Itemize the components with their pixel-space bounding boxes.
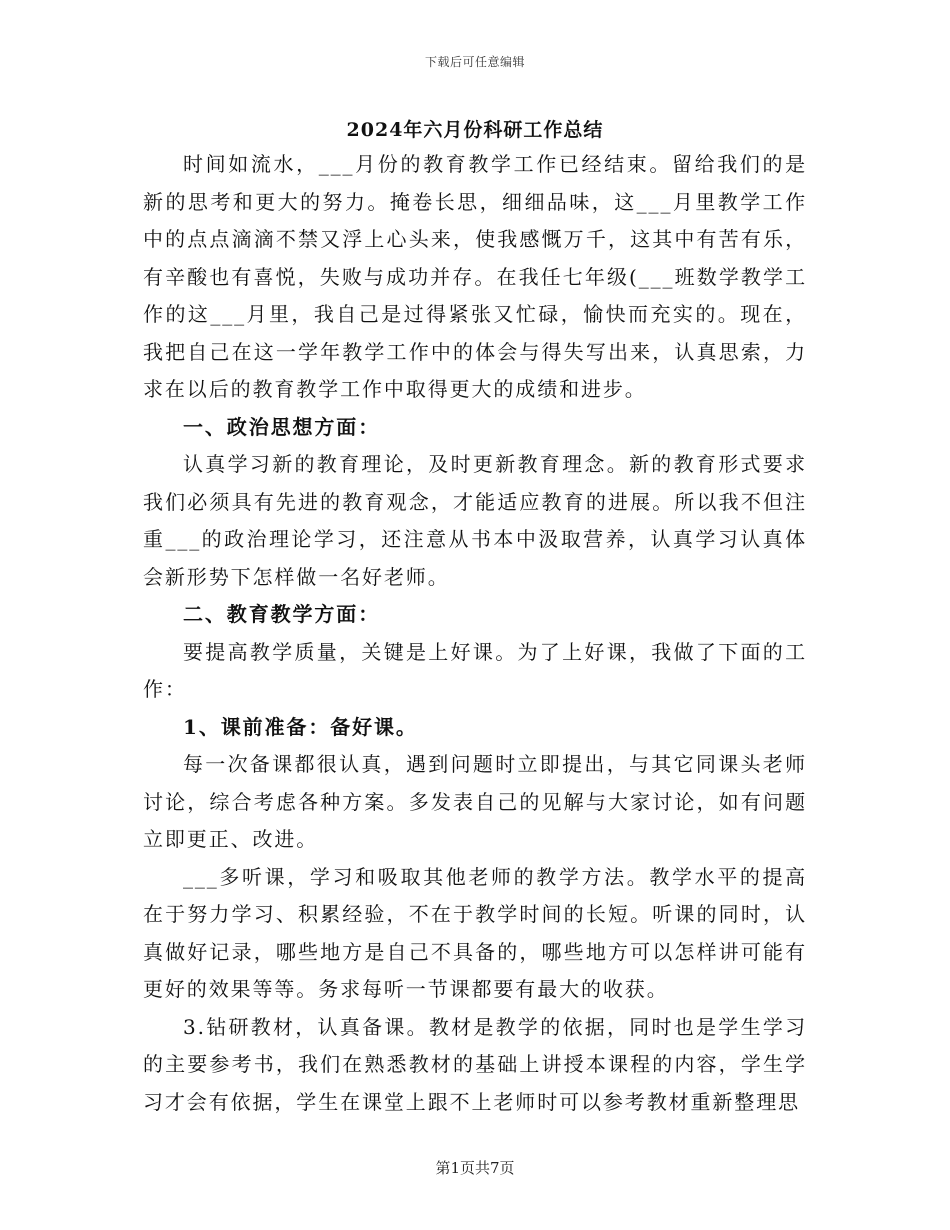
politics-paragraph: 认真学习新的教育理论，及时更新教育理念。新的教育形式要求我们必须具有先进的教育观念，才能适应教育的进展。所以我不但注重___的政治理论学习，还注意从书本中汲取营养，认真学习认真体会新形势下怎样做一名好老师。 [143,452,807,589]
subsection-heading-preparation: 1、课前准备：备好课。 [183,714,418,739]
observation-paragraph: ___多听课，学习和吸取其他老师的教学方法。教学水平的提高在于努力学习、积累经验，不在于教学时间的长短。听课的同时，认真做好记录，哪些地方是自己不具备的，哪些地方可以怎样讲可能有更好的效果等等。务求每听一节课都要有最大的收获。 [143,864,807,1001]
document-title: 2024年六月份科研工作总结 [346,119,604,141]
page-header-note: 下载后可任意编辑 [424,55,525,69]
teaching-intro-paragraph: 要提高教学质量，关键是上好课。为了上好课，我做了下面的工作： [143,639,807,701]
page-number-footer: 第1页共7页 [435,1159,515,1177]
section-heading-politics: 一、政治思想方面： [183,414,381,439]
intro-paragraph: 时间如流水，___月份的教育教学工作已经结束。留给我们的是新的思考和更大的努力。掩卷长思，细细品味，这___月里教学工作中的点点滴滴不禁又浮上心头来，使我感慨万千，这其中有苦有乐，有辛酸也有喜悦，失败与成功并存。在我任七年级(___班数学教学工作的这___月里，我自己是过得紧张又忙碌，愉快而充实的。现在，我把自己在这一学年教学工作中的体会与得失写出来，认真思索，力求在以后的教育教学工作中取得更大的成绩和进步。 [143,152,807,401]
preparation-paragraph: 每一次备课都很认真，遇到问题时立即提出，与其它同课头老师讨论，综合考虑各种方案。多发表自己的见解与大家讨论，如有问题立即更正、改进。 [143,752,807,851]
document-body [143,146,807,1121]
textbook-paragraph: 3.钻研教材，认真备课。教材是教学的依据，同时也是学生学习的主要参考书，我们在熟悉教材的基础上讲授本课程的内容，学生学习才会有依据，学生在课堂上跟不上老师时可以参考教材重新整理思 [143,1014,807,1114]
section-heading-teaching: 二、教育教学方面： [183,602,381,626]
